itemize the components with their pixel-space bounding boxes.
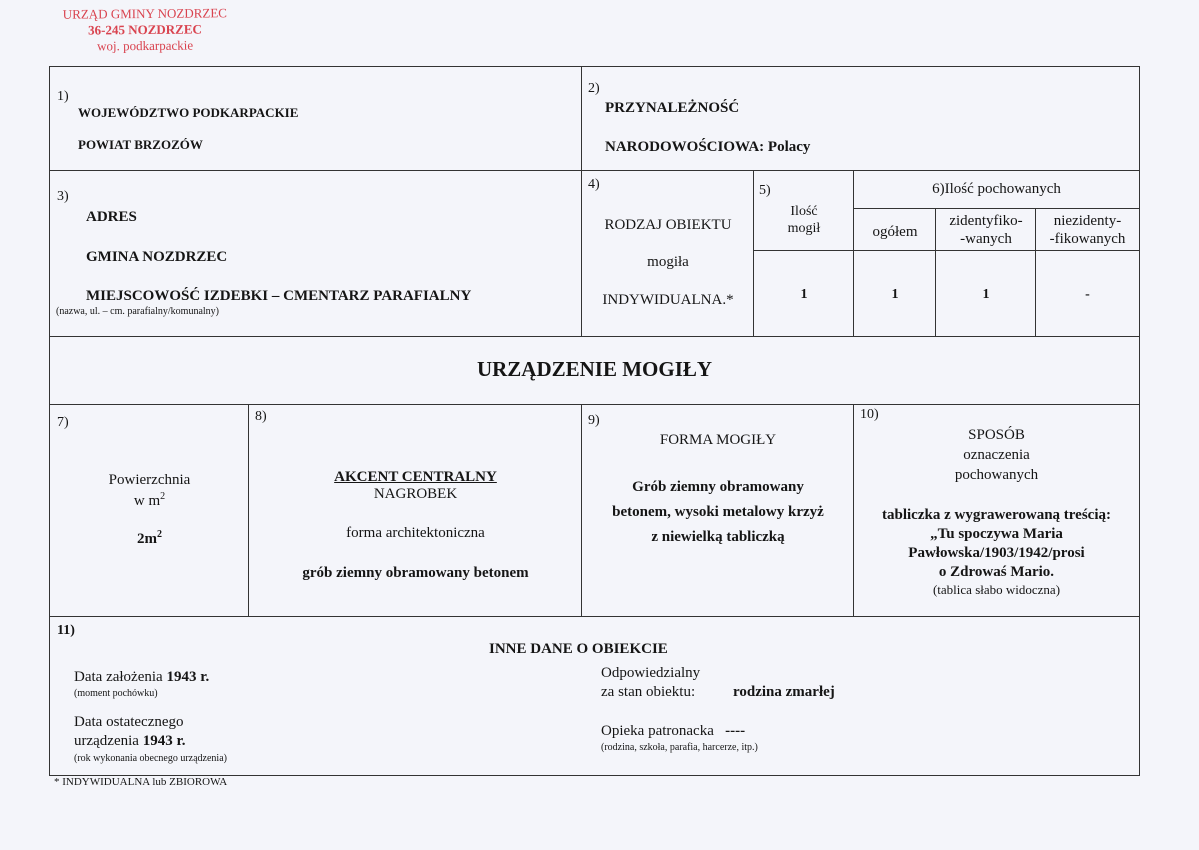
area-unit-exponent: 2	[160, 491, 166, 502]
section-10-marking	[854, 405, 1139, 617]
area-label-2	[50, 491, 249, 510]
municipality: GMINA NOZDRZEC	[86, 249, 228, 265]
section-7-number: 7)	[57, 415, 69, 430]
inscription-line-4: o Zdrowaś Mario.	[938, 564, 1055, 580]
buried-identified-value: 1	[982, 287, 990, 302]
buried-unidentified-header	[1036, 209, 1139, 251]
section-8-central-accent	[249, 405, 582, 617]
buried-unidentified-label-1: niezidenty-	[1053, 213, 1122, 229]
section-4-object-type	[582, 171, 754, 337]
section-11-number: 11)	[57, 623, 75, 638]
section-1-location	[50, 67, 582, 171]
grave-arrangement-heading: URZĄDZENIE MOGIŁY	[476, 357, 713, 381]
buried-identified-label-2: -wanych	[960, 231, 1012, 247]
final-date-value: 1943 r.	[142, 733, 186, 749]
founded-date-label: Data założenia	[74, 669, 163, 685]
grave-form-line-1: Grób ziemny obramowany	[632, 479, 804, 495]
section-3-number: 3)	[57, 189, 69, 204]
buried-total-header	[854, 209, 936, 251]
district: POWIAT BRZOZÓW	[78, 137, 203, 152]
address-label: ADRES	[86, 209, 137, 225]
section-10-number: 10)	[860, 407, 879, 422]
section-9-grave-form	[582, 405, 854, 617]
section-5-header	[754, 171, 854, 251]
patronage-value: ----	[725, 723, 746, 739]
footnote: * INDYWIDUALNA lub ZBIOROWA	[54, 776, 228, 788]
section-6-header	[854, 171, 1139, 209]
buried-identified-label-1: zidentyfiko-	[949, 213, 1023, 229]
responsible-label-2: za stan obiektu:	[601, 684, 696, 700]
buried-unidentified-value-cell	[1036, 251, 1139, 337]
tombstone-label: NAGROBEK	[373, 486, 458, 502]
final-date-label-2: urządzenia	[74, 733, 139, 749]
nationality-value: NARODOWOŚCIOWA: Polacy	[605, 139, 811, 155]
architectural-form: forma architektoniczna	[346, 525, 485, 541]
founded-date-value: 1943 r.	[166, 669, 210, 685]
responsible-label-1: Odpowiedzialny	[601, 665, 701, 681]
voivodeship: WOJEWÓDZTWO PODKARPACKIE	[78, 105, 299, 120]
section-11-other-data	[50, 617, 1139, 775]
section-2-number: 2)	[588, 81, 600, 96]
buried-unidentified-value: -	[1085, 287, 1090, 302]
founded-date-row	[74, 669, 209, 686]
patronage-label: Opieka patronacka	[601, 723, 714, 739]
buried-unidentified-label-2: -fikowanych	[1049, 231, 1126, 247]
object-type-kind: INDYWIDUALNA.*	[602, 292, 734, 308]
area-unit: w m	[133, 493, 161, 509]
address-note: (nazwa, ul. – cm. parafialny/komunalny)	[56, 306, 219, 317]
inscription-line-3: Pawłowska/1903/1942/prosi	[908, 545, 1085, 561]
responsible-value: rodzina zmarłej	[733, 684, 835, 700]
section-2-nationality	[582, 67, 1139, 171]
section-5-number: 5)	[759, 183, 771, 198]
other-data-title: INNE DANE O OBIEKCIE	[489, 641, 668, 657]
area-value-number: 2m	[137, 531, 157, 547]
object-type-label: RODZAJ OBIEKTU	[604, 217, 732, 233]
area-label-1: Powierzchnia	[108, 472, 191, 488]
tombstone-description: grób ziemny obramowany betonem	[302, 565, 529, 581]
final-date-label-1: Data ostatecznego	[74, 714, 184, 730]
buried-total-label: ogółem	[872, 224, 918, 240]
inscription-line-2: „Tu spoczywa Maria	[930, 526, 1063, 542]
grave-arrangement-heading-row	[50, 337, 1139, 405]
stamp-line-1: URZĄD GMINY NOZDRZEC	[62, 5, 228, 22]
grave-record-form	[49, 66, 1140, 776]
locality-cemetery: MIEJSCOWOŚĆ IZDEBKI – CMENTARZ PARAFIALNY	[86, 288, 472, 304]
founded-date-note: (moment pochówku)	[74, 688, 158, 699]
nationality-label: PRZYNALEŻNOŚĆ	[605, 100, 740, 116]
patronage-note: (rodzina, szkoła, parafia, harcerze, itp.)	[601, 742, 758, 753]
object-type-value: mogiła	[647, 254, 689, 270]
final-date-note: (rok wykonania obecnego urządzenia)	[74, 753, 227, 764]
final-date-row	[74, 733, 185, 750]
graves-count-label-2: mogił	[787, 221, 821, 236]
area-value-exponent: 2	[157, 529, 162, 540]
stamp-line-2: 36-245 NOZDRZEC	[88, 21, 202, 38]
office-stamp	[50, 5, 240, 55]
section-7-area	[50, 405, 249, 617]
inscription-note: (tablica słabo widoczna)	[932, 582, 1061, 597]
section-9-number: 9)	[588, 413, 600, 428]
patronage-row	[601, 723, 745, 740]
marking-title-1: SPOSÓB	[968, 427, 1025, 443]
graves-count-label-1: Ilość	[790, 204, 818, 219]
buried-identified-header	[936, 209, 1036, 251]
grave-form-title: FORMA MOGIŁY	[659, 432, 777, 448]
marking-title-3: pochowanych	[954, 467, 1039, 483]
section-1-number: 1)	[57, 89, 69, 104]
buried-count-title: 6)Ilość pochowanych	[932, 181, 1061, 197]
grave-form-line-2: betonem, wysoki metalowy krzyż	[612, 504, 824, 520]
buried-identified-value-cell	[936, 251, 1036, 337]
section-4-number: 4)	[588, 177, 600, 192]
area-value	[50, 529, 249, 548]
grave-form-line-3: z niewielką tabliczką	[651, 529, 785, 545]
graves-count-value: 1	[800, 287, 808, 302]
buried-total-value: 1	[891, 287, 899, 302]
section-8-number: 8)	[255, 409, 267, 424]
section-3-address	[50, 171, 582, 337]
graves-count-value-cell	[754, 251, 854, 337]
central-accent-title: AKCENT CENTRALNY	[334, 469, 497, 485]
buried-total-value-cell	[854, 251, 936, 337]
inscription-line-1: tabliczka z wygrawerowaną treścią:	[882, 507, 1111, 523]
marking-title-2: oznaczenia	[963, 447, 1030, 463]
stamp-line-3: woj. podkarpackie	[97, 37, 194, 54]
